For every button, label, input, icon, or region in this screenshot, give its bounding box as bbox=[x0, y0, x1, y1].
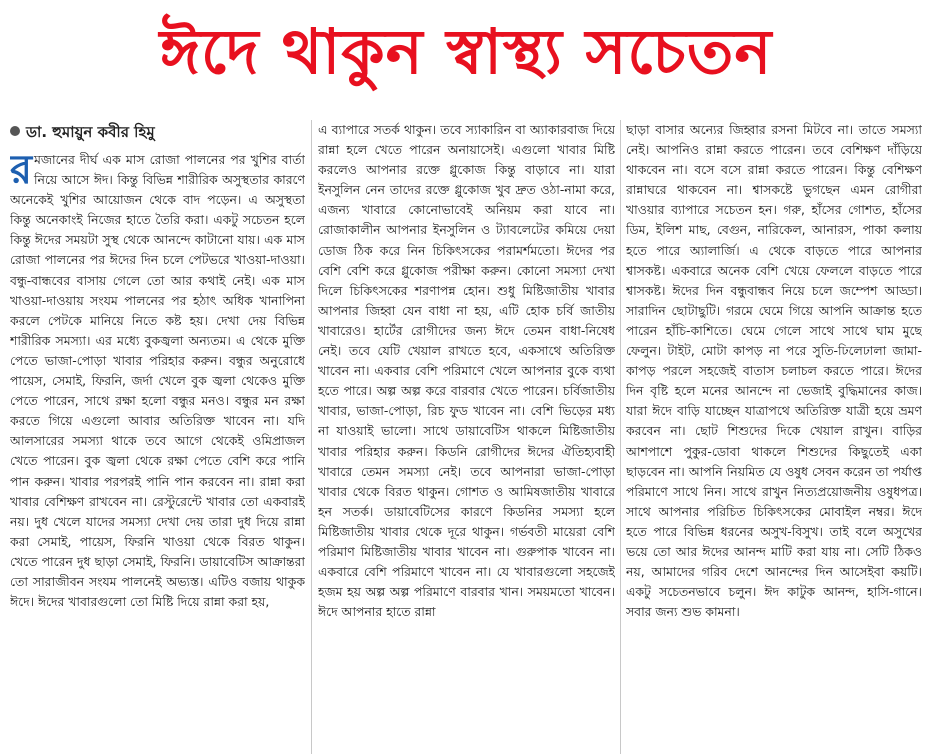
column-divider bbox=[620, 120, 621, 754]
drop-cap: র bbox=[10, 150, 33, 193]
article-column-3 bbox=[626, 120, 922, 754]
column-3-text: ছাড়া বাসার অন্যের জিহ্বার রসনা মিটবে না। তাতে সমস্যা নেই। আপনিও রান্না করতে পারেন। তবে বেশিক্ষণ দাঁড়িয়ে থাকবেন না। বসে বসে রান্না করতে পারেন। কিন্তু বেশিক্ষণ রান্নাঘরে থাকবেন না। শ্বাসকষ্টে ভুগছেন এমন রোগীরা খাওয়ার ব্যাপারে সচেতন হন। গরু, হাঁসের গোশত, হাঁসের ডিম, ইলিশ মাছ, বেগুন, নারিকেল, আনারস, পাকা কলায় হতে পারে অ্যালার্জি। এ থেকে বাড়তে পারে আপনার শ্বাসকষ্ট। একবারে অনেক বেশি খেয়ে ফেললে বাড়তে পারে শ্বাসকষ্ট। ঈদের দিন বন্ধুবান্ধব নিয়ে চলে জম্পেশ আড্ডা। সারাদিন ছোটাছুটি। গরমে ঘেমে গিয়ে আপনি আক্রান্ত হতে পারেন হাঁচি-কাশিতে। ঘেমে গেলে সাথে সাথে ঘাম মুছে ফেলুন। টাইট, মোটা কাপড় না পরে সুতি-ঢিলেঢালা জামা-কাপড় পরলে সহজেই বাতাস চলাচল করতে পারে। ঈদের দিন বৃষ্টি হলে মনের আনন্দে না ভেজাই বুদ্ধিমানের কাজ। যারা ঈদে বাড়ি যাচ্ছেন যাত্রাপথে অতিরিক্ত যাত্রী হয়ে ভ্রমণ করবেন না। ছোট শিশুদের দিকে খেয়াল রাখুন। বাড়ির আশপাশে পুকুর-ডোবা থাকলে শিশুদের কিছুতেই একা ছাড়বেন না। আপনি নিয়মিত যে ওষুধ সেবন করেন তা পর্যাপ্ত পরিমাণে সাথে নিন। সাথে রাখুন নিত্যপ্রয়োজনীয় ওষুধপত্র। সাথে আপনার পরিচিত চিকিৎসকের মোবাইল নম্বর। ঈদে হতে পারে বিভিন্ন ধরনের অসুখ-বিসুখ। তাই বলে অসুখের ভয়ে তো আর ঈদের আনন্দ মাটি করা যায় না। সেটি ঠিকও নয়, আমাদের গরিব দেশে আনন্দের দিন আসেইবা কয়টি। একটু সচেতনভাবে চলুন। ঈদ কাটুক আনন্দ, হাসি-গানে। সবার জন্য শুভ কামনা। bbox=[626, 122, 922, 620]
column-1-text: মজানের দীর্ঘ এক মাস রোজা পালনের পর খুশির বার্তা নিয়ে আসে ঈদ। কিন্তু বিভিন্ন শারীরিক অসুস্থতার কারণে অনেকেই খুশির আয়োজন থেকে বাদ পড়েন। এ অসুস্থতা কিন্তু অনেকাংই নিজের হাতে তৈরি করা। একটু সচেতন হলে কিন্তু ঈদের সময়টা সুস্থ থেকে আনন্দে কাটানো যায়। এক মাস রোজা পালনের পর ঈদের দিন চলে পেটভরে খাওয়া-দাওয়া। বন্ধু-বান্ধবের বাসায় গেলে তো আর কথাই নেই। এক মাস খাওয়া-দাওয়ায় সংযম পালনের পর হঠাৎ অধিক খানাপিনা করলে পেটকে মানিয়ে নিতে কষ্ট হয়। দেখা দেয় বিভিন্ন শারীরিক সমস্যা। এর মধ্যে বুকজ্বলা অন্যতম। এ থেকে মুক্তি পেতে ভাজা-পোড়া খাবার পরিহার করুন। বন্ধুর অনুরোধে পায়েস, সেমাই, ফিরনি, জর্দা খেলে বুক জ্বলা থেকেও মুক্তি পেতে পারেন, সাথে রক্ষা হলো বন্ধুর মনও। বন্ধুর মন রক্ষা করতে গিয়ে এগুলো আবার অতিরিক্ত খাবেন না। যদি আলসারের সমস্যা থাকে তবে আগে থেকেই ওমিপ্রাজল খেতে পারেন। বুক জ্বলা থেকে রক্ষা পেতে বেশি করে পানি পান করুন। খাবার পরপরই পানি পান করবেন না। রান্না করা খাবার বেশিক্ষণ রাখবেন না। রেস্টুরেন্টে খাবার তো একবারই নয়। দুধ খেলে যাদের সমস্যা দেখা দেয় তারা দুধ দিয়ে রান্না করা সেমাই, পায়েস, ফিরনি খাওয়া থেকে বিরত থাকুন। খেতে পারেন দুধ ছাড়া সেমাই, ফিরনি। ডায়াবেটিস আক্রান্তরা তো সারাজীবন সংযম পালনেই অভ্যস্ত। এটিও বজায় থাকুক ঈদে। ঈদের খাবারগুলো তো মিষ্টি দিয়ে রান্না করা হয়, bbox=[10, 152, 305, 610]
column-divider bbox=[311, 120, 312, 754]
bullet-icon bbox=[10, 126, 20, 136]
column-2-text: এ ব্যাপারে সতর্ক থাকুন। তবে স্যাকারিন বা অ্যাকারবাজ দিয়ে রান্না হলে খেতে পারেন অনায়াসেই। এগুলো খাবার মিষ্টি করলেও আপনার রক্তে গ্লুকোজ কিন্তু বাড়াবে না। যারা ইনসুলিন নেন তাদের রক্তে গ্লুকোজ খুব দ্রুত ওঠা-নামা করে, এজন্য খাবারে কোনোভাবেই অনিয়ম করা যাবে না। রোজাকালীন আপনার ইনসুলিন ও ট্যাবলেটের কমিয়ে দেয়া ডোজ ঠিক করে নিন চিকিৎসকের পরামর্শমতো। ঈদের পর বেশি বেশি করে গ্লুকোজ পরীক্ষা করুন। কোনো সমস্যা দেখা দিলে চিকিৎসকের শরণাপন্ন হোন। শুধু মিষ্টিজাতীয় খাবার আপনার জিহ্বা যেন বাধা না হয়, এটি হোক চর্বি জাতীয় খাবারেও। হার্টের রোগীদের জন্য ঈদে তেমন বাধা-নিষেধ নেই। তবে যেটি খেয়াল রাখতে হবে, একসাথে অতিরিক্ত খাবেন না। একবার বেশি পরিমাণে খেলে আপনার বুকে ব্যথা হতে পারে। অল্প অল্প করে বারবার খেতে পারেন। চর্বিজাতীয় খাবার, ভাজা-পোড়া, রিচ ফুড খাবেন না। বেশি ভিড়ের মধ্য না যাওয়াই ভালো। সাথে ডায়াবেটিস থাকলে মিষ্টিজাতীয় খাবার পরিহার করুন। কিডনি রোগীদের ঈদের ঐতিহ্যবাহী খাবারে তেমন সমস্যা নেই। তবে আপনারা ভাজা-পোড়া খাবার থেকে বিরত থাকুন। গোশত ও আমিষজাতীয় খাবারে হন সতর্ক। ডায়াবেটিসের কারণে কিডনির সমস্যা হলে মিষ্টিজাতীয় খাবার থেকে দূরে থাকুন। গর্ভবতী মায়েরা বেশি পরিমাণ মিষ্টিজাতীয় খাবার খাবেন না। গুরুপাক খাবেন না। একবারে বেশি পরিমাণে খাবেন না। যে খাবারগুলো সহজেই হজম হয় অল্প অল্প পরিমাণে বারবার খান। সময়মতো খাবেন। ঈদে আপনার হাতে রান্না bbox=[318, 122, 615, 620]
article-headline: ঈদে থাকুন স্বাস্থ্য সচেতন bbox=[159, 15, 773, 88]
article-column-2 bbox=[318, 120, 615, 754]
column-1-paragraph bbox=[10, 150, 305, 612]
author-name: ডা. হুমায়ুন কবীর হিমু bbox=[26, 123, 155, 141]
article-column-1 bbox=[10, 150, 305, 754]
author-byline bbox=[10, 120, 155, 144]
